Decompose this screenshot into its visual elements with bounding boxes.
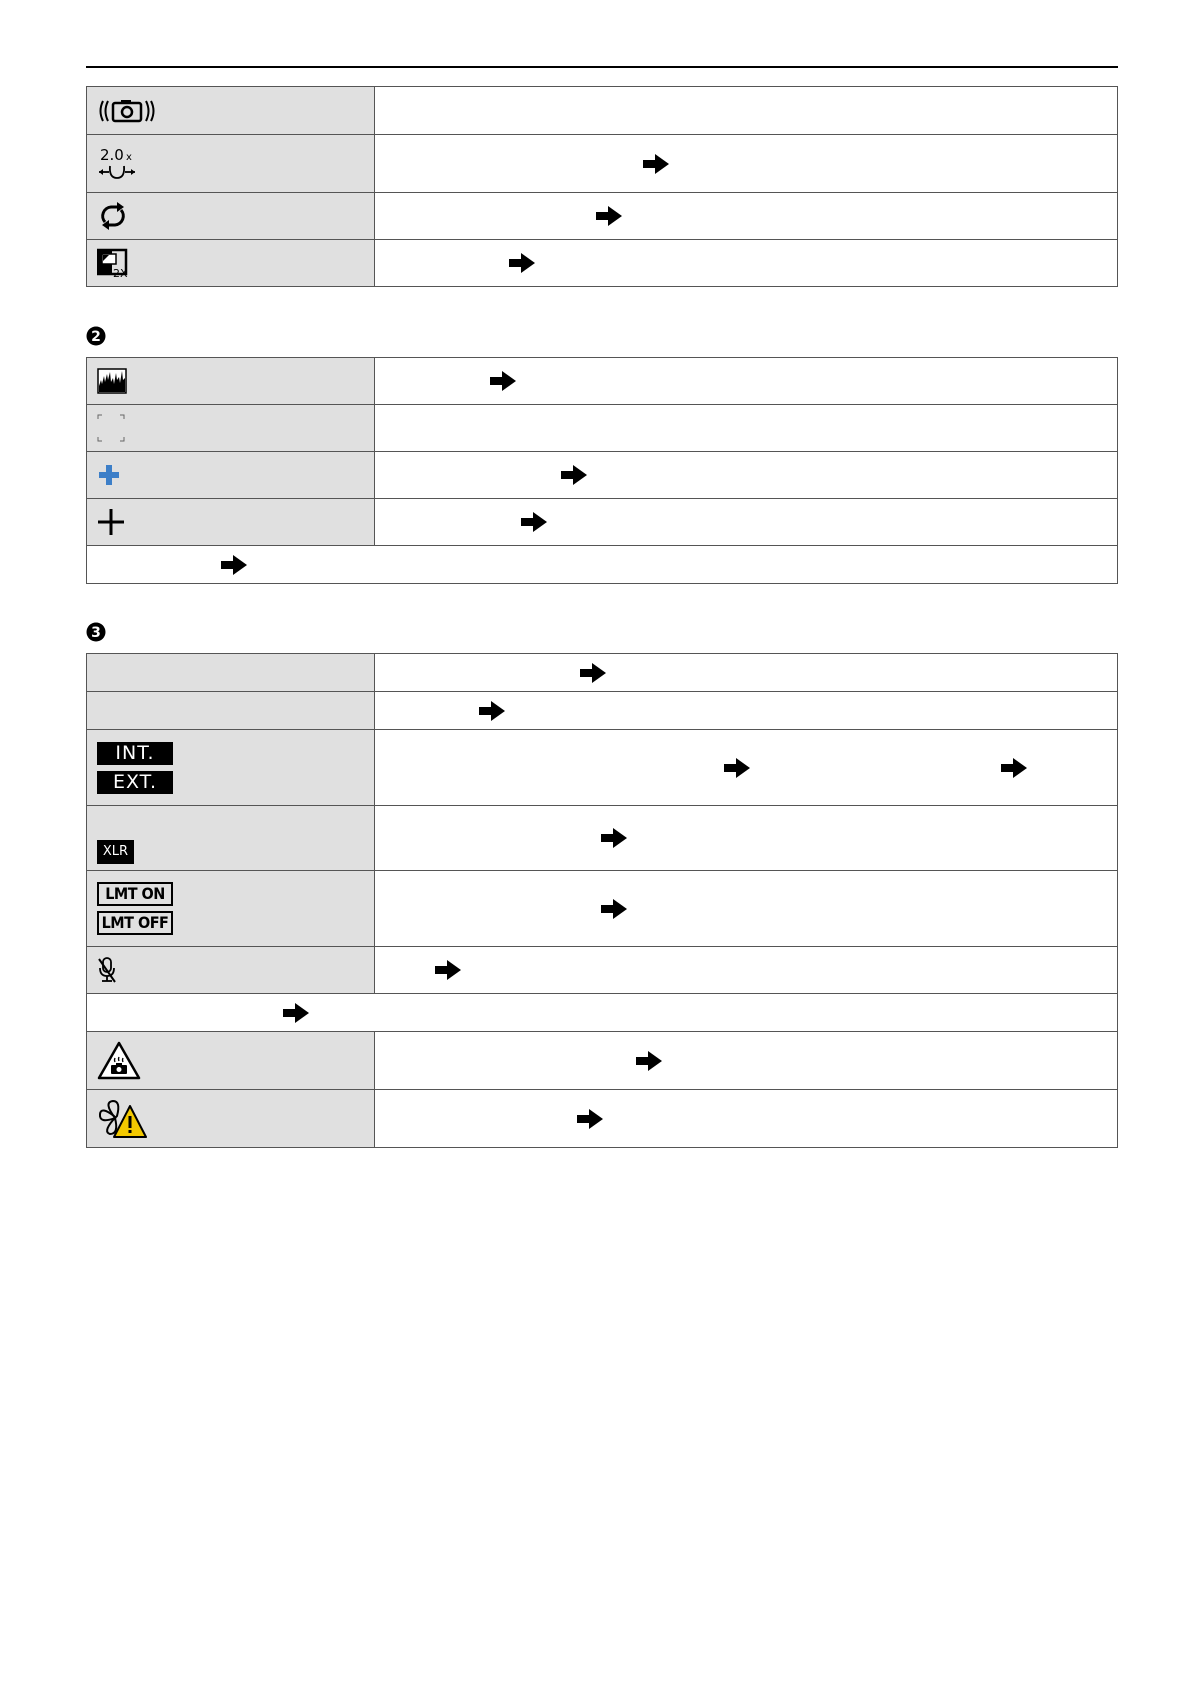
table-row	[87, 546, 1118, 584]
int-badge: INT.	[97, 742, 173, 765]
section-3-marker	[86, 622, 106, 642]
camera-shake-icon	[87, 97, 374, 125]
table-row	[87, 499, 1118, 546]
table-row	[87, 692, 1118, 730]
svg-text:2: 2	[91, 329, 101, 345]
table-row	[87, 135, 1118, 193]
table-row	[87, 240, 1118, 287]
histogram-icon	[87, 368, 374, 394]
header-rule	[86, 66, 1118, 68]
table-row	[87, 806, 1118, 871]
arrow-icon	[636, 1051, 662, 1071]
svg-text:3: 3	[91, 625, 101, 641]
arrow-icon	[601, 828, 627, 848]
arrow-icon	[1001, 758, 1027, 778]
section-2-table	[86, 357, 1118, 584]
arrow-icon	[509, 253, 535, 273]
table-row	[87, 654, 1118, 692]
arrow-icon	[221, 555, 247, 575]
heat-warning-icon	[87, 1041, 374, 1081]
table-row	[87, 358, 1118, 405]
arrow-icon	[490, 371, 516, 391]
arrow-icon	[435, 960, 461, 980]
table-row	[87, 871, 1118, 947]
table-row	[87, 994, 1118, 1032]
arrow-icon	[283, 1003, 309, 1023]
svg-text:2.0: 2.0	[100, 145, 124, 164]
int-ext-icon	[87, 742, 374, 794]
ex-tele-conv-2x-icon	[87, 248, 374, 278]
arrow-icon	[580, 663, 606, 683]
table-row	[87, 452, 1118, 499]
section-1	[86, 86, 1118, 287]
mic-mute-icon	[87, 956, 374, 984]
xlr-badge: XLR	[97, 840, 134, 864]
table-row	[87, 87, 1118, 135]
xlr-icon	[87, 812, 374, 864]
black-cross-icon	[87, 508, 374, 536]
arrow-icon	[521, 512, 547, 532]
section-1-table	[86, 86, 1118, 287]
blue-cross-icon	[87, 463, 374, 487]
ext-badge: EXT.	[97, 771, 173, 794]
section-2-marker	[86, 326, 106, 346]
arrow-icon	[596, 206, 622, 226]
table-row	[87, 193, 1118, 240]
arrow-icon	[643, 154, 669, 174]
table-row	[87, 947, 1118, 994]
lmt-on-badge: LMT ON	[97, 882, 173, 906]
table-row	[87, 1032, 1118, 1090]
table-row	[87, 1090, 1118, 1148]
section-3	[86, 653, 1118, 1148]
table-row	[87, 405, 1118, 452]
arrow-icon	[561, 465, 587, 485]
lmt-icon	[87, 882, 374, 935]
section-3-table	[86, 653, 1118, 1148]
spot-frame-icon	[87, 414, 374, 442]
arrow-icon	[724, 758, 750, 778]
arrow-icon	[601, 899, 627, 919]
loop-icon	[87, 202, 374, 230]
section-2	[86, 357, 1118, 584]
svg-text:x: x	[126, 151, 132, 163]
fan-warning-icon	[87, 1098, 374, 1140]
svg-text:2X: 2X	[113, 267, 128, 278]
table-row	[87, 730, 1118, 806]
lmt-off-badge: LMT OFF	[97, 911, 173, 935]
zoom-2x-icon	[87, 144, 374, 184]
arrow-icon	[577, 1109, 603, 1129]
arrow-icon	[479, 701, 505, 721]
